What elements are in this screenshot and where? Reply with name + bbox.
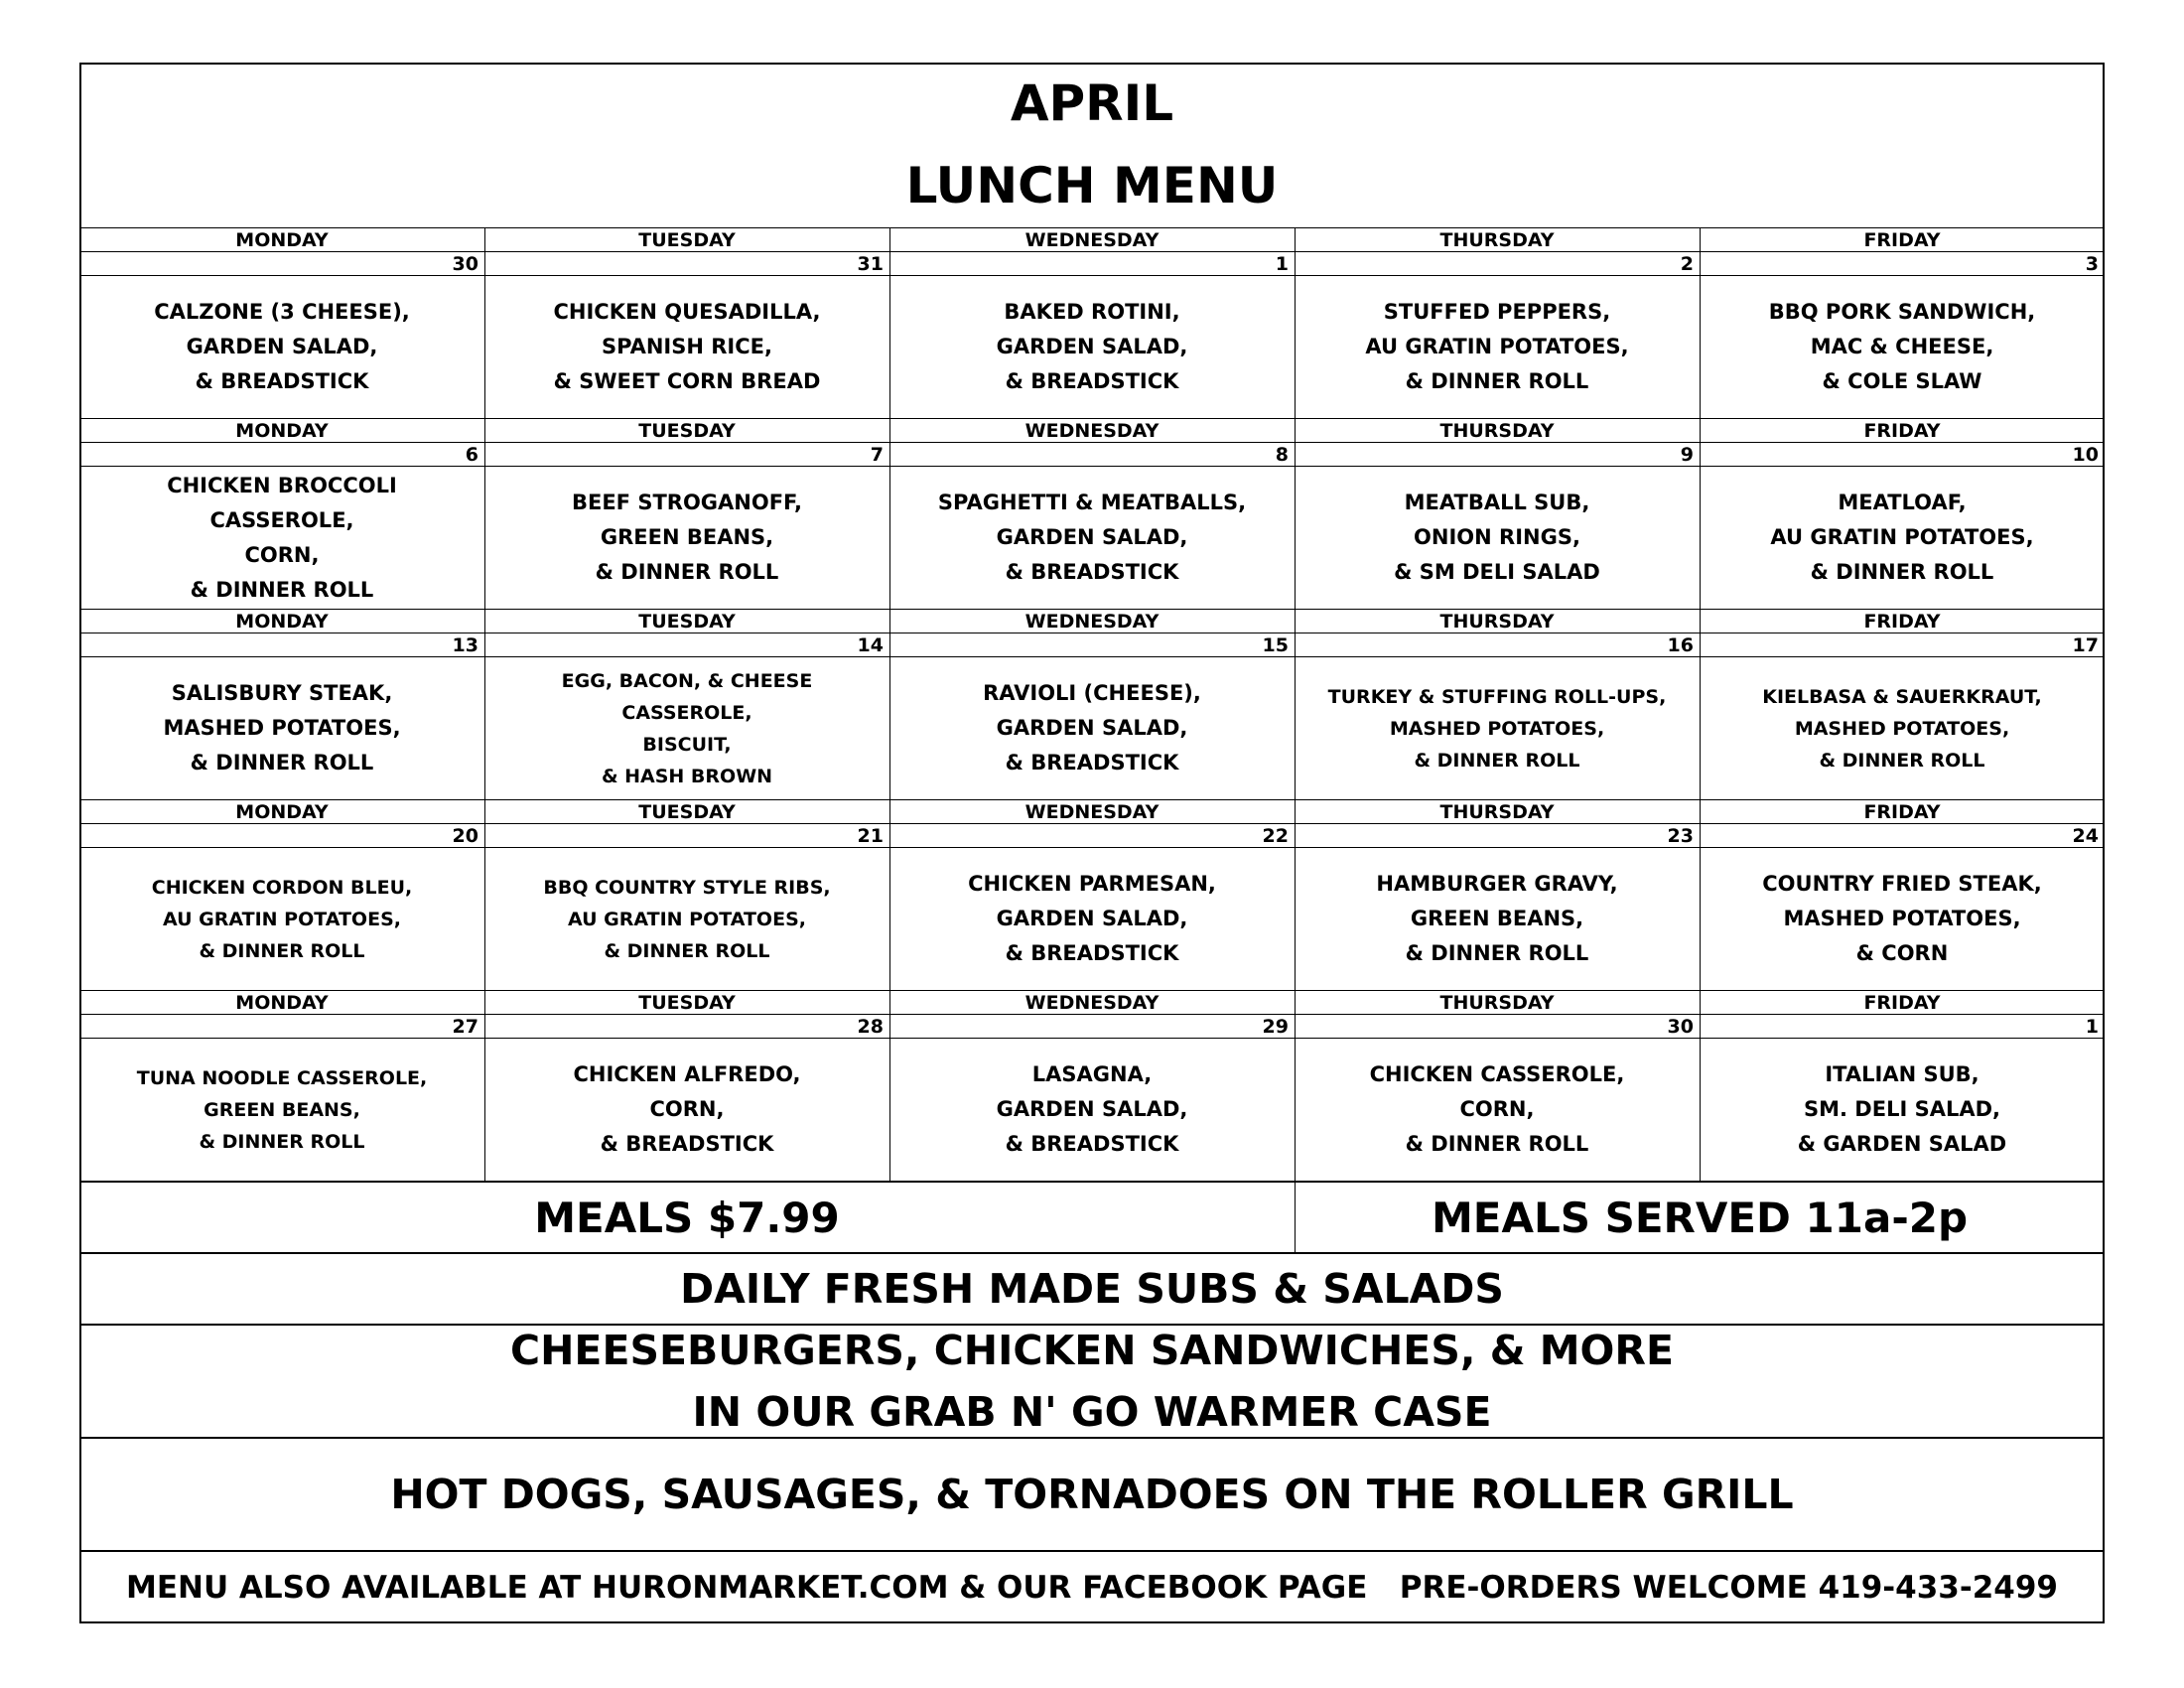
day-number: 27 (79, 1014, 484, 1039)
day-name: THURSDAY (1295, 227, 1700, 252)
menu-title: LUNCH MENU (905, 157, 1279, 214)
day-number: 8 (889, 442, 1295, 467)
meal-item: & DINNER ROLL (1810, 560, 1994, 584)
week-row (79, 227, 2105, 418)
meal-item: SM. DELI SALAD, (1803, 1097, 2000, 1121)
day-name: WEDNESDAY (889, 227, 1295, 252)
meal-item: & DINNER ROLL (190, 577, 374, 602)
meal-item: & BREADSTICK (600, 1132, 774, 1156)
week-row (79, 609, 2105, 799)
meal-item: CHICKEN CORDON BLEU, (151, 876, 413, 899)
meal-item: & DINNER ROLL (190, 751, 374, 774)
day-cell (1295, 227, 1700, 418)
meal-item: & SM DELI SALAD (1394, 560, 1600, 584)
meal-item: MASHED POTATOES, (1389, 717, 1605, 740)
day-cell (1700, 609, 2105, 799)
meal-item: TUNA NOODLE CASSEROLE, (136, 1066, 428, 1089)
meal-item: MASHED POTATOES, (163, 716, 401, 740)
day-cell (1295, 418, 1700, 609)
meal-item: CHICKEN BROCCOLI (167, 473, 397, 497)
meal-item: GARDEN SALAD, (996, 525, 1188, 549)
meal-items (484, 1039, 889, 1181)
contact-band (79, 1550, 2105, 1623)
day-number: 15 (889, 633, 1295, 657)
meal-items (889, 848, 1295, 990)
meal-price: MEALS $7.99 (534, 1193, 840, 1242)
meal-items (79, 1039, 484, 1181)
day-number: 31 (484, 251, 889, 276)
meal-items (79, 848, 484, 990)
meal-items (1295, 848, 1700, 990)
meal-item: & BREADSTICK (1005, 1132, 1179, 1156)
meal-item: & DINNER ROLL (1414, 749, 1580, 772)
meal-item: TURKEY & STUFFING ROLL-UPS, (1327, 685, 1667, 708)
meal-items (484, 276, 889, 418)
day-cell (1295, 609, 1700, 799)
price-hours-band (79, 1181, 2105, 1252)
day-cell (79, 990, 484, 1181)
meal-items (1700, 276, 2105, 418)
meal-item: STUFFED PEPPERS, (1383, 300, 1611, 324)
day-cell (79, 227, 484, 418)
day-cell (484, 418, 889, 609)
meal-items (889, 276, 1295, 418)
day-name: TUESDAY (484, 418, 889, 443)
meal-item: SPANISH RICE, (602, 335, 772, 358)
day-cell (889, 799, 1295, 990)
meal-item: & DINNER ROLL (1405, 1132, 1589, 1156)
meal-items (1700, 657, 2105, 799)
meal-item: & COLE SLAW (1822, 369, 1982, 393)
roller-grill-text: HOT DOGS, SAUSAGES, & TORNADOES ON THE ROLLER GRILL (390, 1471, 1794, 1518)
meal-item: CASSEROLE, (621, 701, 752, 724)
week-row (79, 990, 2105, 1181)
meal-item: AU GRATIN POTATOES, (163, 908, 401, 930)
day-number: 22 (889, 823, 1295, 848)
day-cell (889, 418, 1295, 609)
meal-items (1295, 1039, 1700, 1181)
meal-item: & CORN (1855, 941, 1949, 965)
meal-item: RAVIOLI (CHEESE), (983, 681, 1201, 705)
meal-item: SPAGHETTI & MEATBALLS, (937, 491, 1247, 514)
day-name: FRIDAY (1700, 990, 2105, 1015)
day-cell (1700, 990, 2105, 1181)
day-name: TUESDAY (484, 799, 889, 824)
meal-item: COUNTRY FRIED STEAK, (1762, 872, 2042, 896)
day-number: 13 (79, 633, 484, 657)
day-number: 30 (79, 251, 484, 276)
meal-item: LASAGNA, (1031, 1062, 1153, 1086)
day-name: FRIDAY (1700, 227, 2105, 252)
day-name: THURSDAY (1295, 990, 1700, 1015)
meal-items (79, 276, 484, 418)
meal-item: & BREADSTICK (1005, 369, 1179, 393)
meal-item: & DINNER ROLL (604, 939, 770, 962)
meal-items (1295, 657, 1700, 799)
day-cell (889, 609, 1295, 799)
meal-item: SALISBURY STEAK, (171, 681, 393, 705)
day-cell (484, 799, 889, 990)
meal-item: GARDEN SALAD, (996, 1097, 1188, 1121)
day-number: 21 (484, 823, 889, 848)
day-name: WEDNESDAY (889, 418, 1295, 443)
meal-item: & GARDEN SALAD (1797, 1132, 2007, 1156)
meal-item: CORN, (244, 542, 320, 567)
week-grid (79, 227, 2105, 1181)
grab-and-go-line: IN OUR GRAB N' GO WARMER CASE (692, 1388, 1492, 1436)
day-number: 17 (1700, 633, 2105, 657)
day-name: WEDNESDAY (889, 799, 1295, 824)
day-cell (1295, 990, 1700, 1181)
day-number: 1 (1700, 1014, 2105, 1039)
meal-item: GREEN BEANS, (204, 1098, 360, 1121)
meal-item: AU GRATIN POTATOES, (568, 908, 806, 930)
meal-items (1700, 1039, 2105, 1181)
day-number: 24 (1700, 823, 2105, 848)
meal-item: & DINNER ROLL (1405, 369, 1589, 393)
day-number: 23 (1295, 823, 1700, 848)
meal-items (889, 1039, 1295, 1181)
day-cell (79, 609, 484, 799)
day-name: THURSDAY (1295, 418, 1700, 443)
meal-items (1700, 467, 2105, 609)
meal-item: KIELBASA & SAUERKRAUT, (1762, 685, 2042, 708)
meal-item: HAMBURGER GRAVY, (1376, 872, 1618, 896)
meal-items (79, 657, 484, 799)
meal-item: CASSEROLE, (209, 507, 354, 532)
meal-item: & DINNER ROLL (595, 560, 779, 584)
day-number: 29 (889, 1014, 1295, 1039)
day-number: 10 (1700, 442, 2105, 467)
day-name: TUESDAY (484, 990, 889, 1015)
day-name: MONDAY (79, 227, 484, 252)
meal-item: & BREADSTICK (195, 369, 369, 393)
meal-item: CALZONE (3 CHEESE), (154, 300, 410, 324)
meal-items (1295, 467, 1700, 609)
meal-item: & BREADSTICK (1005, 941, 1179, 965)
meal-items (1700, 848, 2105, 990)
week-row (79, 418, 2105, 609)
meal-item: ITALIAN SUB, (1825, 1062, 1979, 1086)
meal-items (889, 467, 1295, 609)
day-cell (484, 990, 889, 1181)
meal-item: CHICKEN ALFREDO, (573, 1062, 801, 1086)
day-number: 1 (889, 251, 1295, 276)
meal-item: & DINNER ROLL (1819, 749, 1985, 772)
day-number: 20 (79, 823, 484, 848)
meal-item: & DINNER ROLL (199, 939, 365, 962)
meal-item: ONION RINGS, (1414, 525, 1580, 549)
day-number: 16 (1295, 633, 1700, 657)
meal-item: GARDEN SALAD, (996, 716, 1188, 740)
week-row (79, 799, 2105, 990)
meal-items (484, 848, 889, 990)
day-cell (1295, 799, 1700, 990)
day-cell (484, 609, 889, 799)
meal-items (484, 657, 889, 799)
meal-item: EGG, BACON, & CHEESE (561, 669, 813, 692)
day-cell (1700, 799, 2105, 990)
day-name: TUESDAY (484, 609, 889, 633)
meal-item: BBQ COUNTRY STYLE RIBS, (543, 876, 831, 899)
roller-grill-band (79, 1437, 2105, 1550)
meal-item: MEATLOAF, (1838, 491, 1967, 514)
day-cell (889, 990, 1295, 1181)
day-name: MONDAY (79, 418, 484, 443)
meal-item: & DINNER ROLL (199, 1130, 365, 1153)
day-cell (889, 227, 1295, 418)
meal-hours: MEALS SERVED 11a-2p (1431, 1193, 1969, 1242)
meal-items (484, 467, 889, 609)
meal-item: & HASH BROWN (601, 765, 773, 787)
meal-item: & DINNER ROLL (1405, 941, 1589, 965)
meal-item: BEEF STROGANOFF, (571, 491, 803, 514)
meal-item: GREEN BEANS, (1410, 907, 1584, 930)
grab-and-go-band (79, 1324, 2105, 1437)
meal-item: GREEN BEANS, (600, 525, 774, 549)
meal-item: GARDEN SALAD, (996, 335, 1188, 358)
day-number: 2 (1295, 251, 1700, 276)
meal-item: MAC & CHEESE, (1810, 335, 1994, 358)
meal-item: & BREADSTICK (1005, 751, 1179, 774)
day-name: THURSDAY (1295, 609, 1700, 633)
meal-item: CHICKEN PARMESAN, (968, 872, 1216, 896)
day-name: THURSDAY (1295, 799, 1700, 824)
meal-items (889, 657, 1295, 799)
meal-item: CHICKEN QUESADILLA, (553, 300, 821, 324)
day-number: 7 (484, 442, 889, 467)
meal-item: CHICKEN CASSEROLE, (1369, 1062, 1625, 1086)
meal-item: GARDEN SALAD, (996, 907, 1188, 930)
meal-item: AU GRATIN POTATOES, (1365, 335, 1629, 358)
meal-item: AU GRATIN POTATOES, (1770, 525, 2034, 549)
meal-item: & BREADSTICK (1005, 560, 1179, 584)
meal-items (1295, 276, 1700, 418)
day-cell (1700, 418, 2105, 609)
day-cell (484, 227, 889, 418)
meal-item: MEATBALL SUB, (1404, 491, 1590, 514)
meal-item: BISCUIT, (642, 733, 732, 756)
day-cell (79, 799, 484, 990)
day-name: FRIDAY (1700, 418, 2105, 443)
day-number: 6 (79, 442, 484, 467)
day-name: MONDAY (79, 990, 484, 1015)
day-name: MONDAY (79, 799, 484, 824)
subs-salads-text: DAILY FRESH MADE SUBS & SALADS (680, 1265, 1504, 1313)
day-name: WEDNESDAY (889, 609, 1295, 633)
meal-item: BBQ PORK SANDWICH, (1768, 300, 2036, 324)
meal-item: & SWEET CORN BREAD (553, 369, 821, 393)
contact-text: MENU ALSO AVAILABLE AT HURONMARKET.COM & OUR FACEBOOK PAGE PRE-ORDERS WELCOME 419-433-2499 (125, 1570, 2059, 1606)
day-name: FRIDAY (1700, 609, 2105, 633)
day-number: 9 (1295, 442, 1700, 467)
meal-item: CORN, (1459, 1097, 1535, 1121)
day-cell (79, 418, 484, 609)
day-name: FRIDAY (1700, 799, 2105, 824)
day-cell (1700, 227, 2105, 418)
menu-month-title: APRIL (1010, 74, 1174, 132)
day-number: 14 (484, 633, 889, 657)
day-number: 30 (1295, 1014, 1700, 1039)
day-name: WEDNESDAY (889, 990, 1295, 1015)
meal-item: MASHED POTATOES, (1794, 717, 2010, 740)
grab-and-go-line: CHEESEBURGERS, CHICKEN SANDWICHES, & MORE (510, 1327, 1674, 1374)
day-number: 3 (1700, 251, 2105, 276)
meal-item: MASHED POTATOES, (1783, 907, 2021, 930)
meal-item: CORN, (649, 1097, 725, 1121)
day-number: 28 (484, 1014, 889, 1039)
meal-item: GARDEN SALAD, (186, 335, 378, 358)
day-name: MONDAY (79, 609, 484, 633)
day-name: TUESDAY (484, 227, 889, 252)
meal-items (79, 467, 484, 609)
subs-band (79, 1252, 2105, 1324)
meal-item: BAKED ROTINI, (1004, 300, 1180, 324)
